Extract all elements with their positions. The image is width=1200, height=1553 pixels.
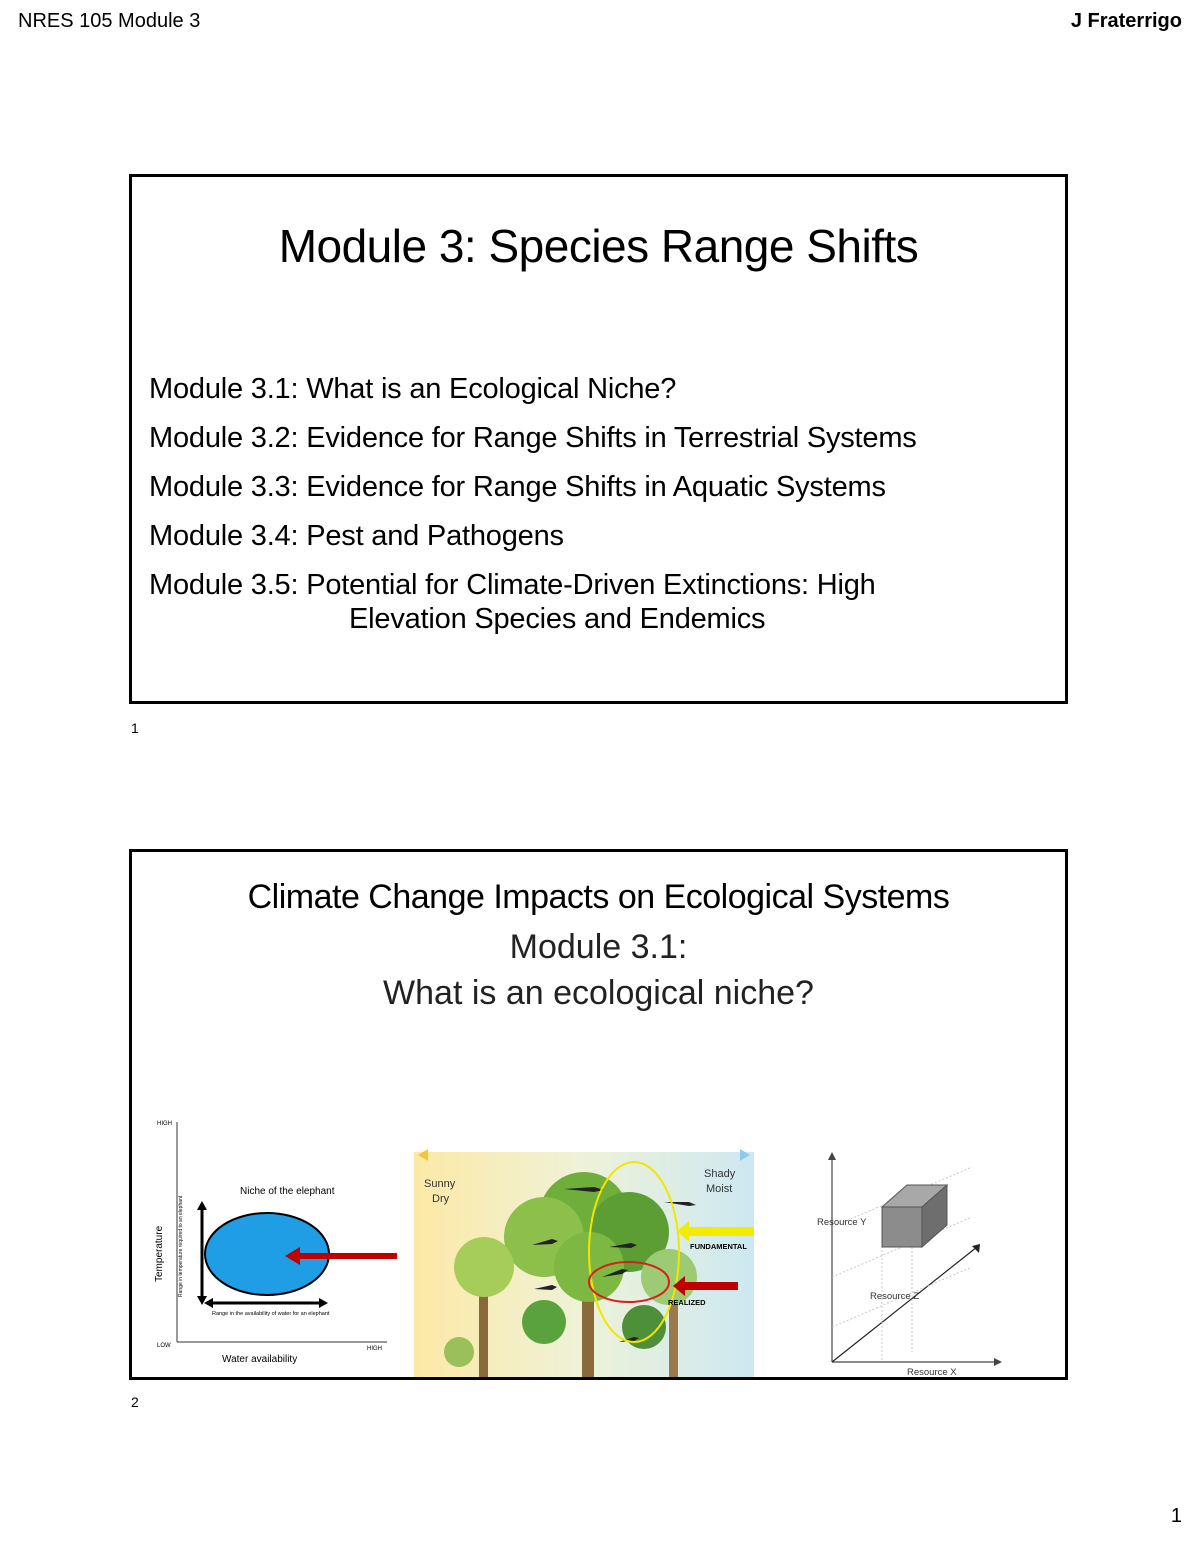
resource-z-label: Resource Z bbox=[870, 1291, 920, 1302]
x-axis-label: Water availability bbox=[222, 1354, 298, 1365]
module-item-3-4: Module 3.4: Pest and Pathogens bbox=[149, 520, 564, 552]
water-range-label: Range in the availability of water for an elephant bbox=[212, 1311, 330, 1317]
slide-1 bbox=[129, 174, 1068, 704]
resource-cube-figure bbox=[812, 1107, 1012, 1377]
sunny-label: Sunny bbox=[424, 1178, 456, 1190]
page-number: 1 bbox=[1170, 1505, 1182, 1527]
forest-niche-figure bbox=[414, 1137, 754, 1377]
slide-1-title: Module 3: Species Range Shifts bbox=[278, 220, 919, 272]
subtitle-line-1: Module 3.1: bbox=[509, 928, 688, 966]
header-course: NRES 105 Module 3 bbox=[18, 10, 201, 32]
module-item-3-5: Module 3.5: Potential for Climate-Driven Extinctions: High bbox=[149, 569, 876, 601]
y-axis-label: Temperature bbox=[154, 1225, 165, 1282]
resource-y-label: Resource Y bbox=[817, 1217, 867, 1228]
slide-2 bbox=[129, 849, 1068, 1380]
slide-2-subtitle bbox=[132, 924, 1065, 1016]
realized-label: REALIZED bbox=[668, 1298, 706, 1307]
module-item-3-1: Module 3.1: What is an Ecological Niche? bbox=[149, 373, 677, 405]
temperature-range-label: Range in temperature required to an elephant bbox=[178, 1195, 184, 1297]
elephant-niche-figure bbox=[142, 1107, 397, 1372]
niche-title: Niche of the elephant bbox=[240, 1186, 335, 1197]
dry-label: Dry bbox=[432, 1193, 450, 1205]
slide-2-title: Climate Change Impacts on Ecological Systems bbox=[247, 878, 950, 916]
shady-label: Shady bbox=[704, 1168, 736, 1180]
y-high-label: HIGH bbox=[157, 1121, 172, 1127]
module-item-3-5-continued: Elevation Species and Endemics bbox=[349, 603, 766, 635]
fundamental-label: FUNDAMENTAL bbox=[690, 1242, 747, 1251]
x-high-label: HIGH bbox=[367, 1346, 382, 1352]
module-item-3-2: Module 3.2: Evidence for Range Shifts in Terrestrial Systems bbox=[149, 422, 917, 454]
moist-label: Moist bbox=[706, 1183, 733, 1195]
module-item-3-3: Module 3.3: Evidence for Range Shifts in Aquatic Systems bbox=[149, 471, 886, 503]
header-author: J Fraterrigo bbox=[1070, 10, 1182, 32]
slide-2-number: 2 bbox=[131, 1394, 139, 1410]
resource-x-label: Resource X bbox=[907, 1367, 957, 1377]
slide-1-number: 1 bbox=[131, 720, 139, 736]
y-low-label: LOW bbox=[157, 1343, 171, 1349]
subtitle-line-2: What is an ecological niche? bbox=[383, 974, 814, 1012]
module-list bbox=[149, 365, 1055, 636]
